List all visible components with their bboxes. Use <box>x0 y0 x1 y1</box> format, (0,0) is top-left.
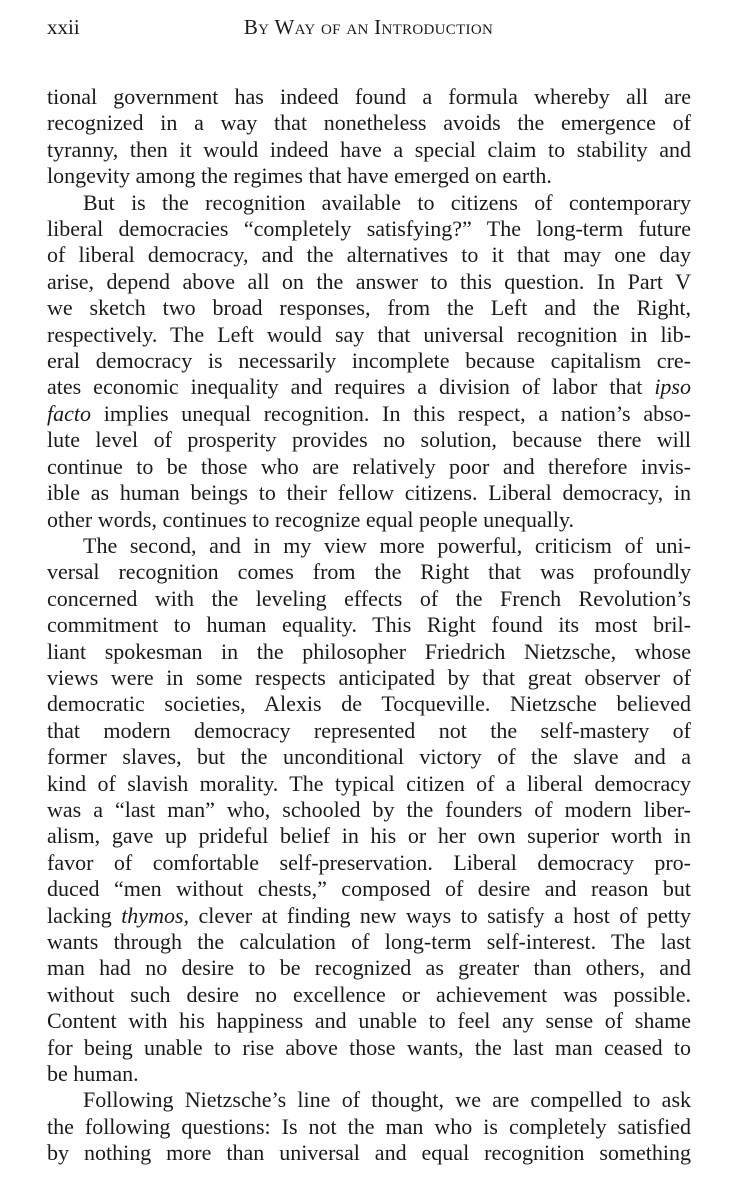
text-line: tyranny, then it would indeed have a special claim to stability and <box>47 136 691 162</box>
text-fragment: ates economic inequality and requires a division of labor that <box>47 374 655 400</box>
page-number: xxii <box>47 15 80 39</box>
text-line: that modern democracy represented not the self-mastery of <box>47 717 691 743</box>
text-fragment: lacking <box>47 902 122 928</box>
text-line: of liberal democracy, and the alternatives to it that may one day <box>47 242 691 268</box>
text-line-with-italic <box>47 401 691 427</box>
italic-term: facto <box>47 400 91 426</box>
text-line: commitment to human equality. This Right found its most bril- <box>47 612 691 638</box>
text-line-with-italic <box>47 903 691 929</box>
text-line: former slaves, but the unconditional victory of the slave and a <box>47 744 691 770</box>
text-line: versal recognition comes from the Right that was profoundly <box>47 559 691 585</box>
text-line: tional government has indeed found a formula whereby all are <box>47 84 691 109</box>
text-line: eral democracy is necessarily incomplete because capitalism cre- <box>47 348 691 374</box>
text-line: by nothing more than universal and equal recognition something <box>47 1140 691 1166</box>
text-line-with-italic <box>47 374 691 400</box>
text-line: Content with his happiness and unable to feel any sense of shame <box>47 1008 691 1034</box>
text-line: for being unable to rise above those wants, the last man ceased to <box>47 1034 691 1060</box>
text-line: other words, continues to recognize equal people unequally. <box>47 506 575 532</box>
text-line: views were in some respects anticipated by that great observer of <box>47 664 691 690</box>
text-line: concerned with the leveling effects of the French Revolution’s <box>47 585 691 611</box>
text-line: we sketch two broad responses, from the Left and the Right, <box>47 295 691 321</box>
text-line: continue to be those who are relatively poor and therefore invis- <box>47 453 691 479</box>
running-title: By Way of an Introduction <box>243 15 494 39</box>
text-line: ible as human beings to their fellow citizens. Liberal democracy, in <box>47 480 691 506</box>
paragraph-3 <box>47 533 691 1088</box>
text-line: kind of slavish morality. The typical citizen of a liberal democracy <box>47 770 691 796</box>
text-line: arise, depend above all on the answer to this question. In Part V <box>47 268 691 294</box>
paragraph-2 <box>47 190 691 533</box>
text-line: man had no desire to be recognized as greater than others, and <box>47 955 691 981</box>
body-text <box>47 84 691 1167</box>
italic-term: thymos, <box>121 902 190 928</box>
text-line: Following Nietzsche’s line of thought, we are compelled to ask <box>83 1087 691 1113</box>
text-line: respectively. The Left would say that universal recognition in lib- <box>47 321 691 347</box>
text-line: But is the recognition available to citizens of contemporary <box>83 189 691 215</box>
text-line: without such desire no excellence or achievement was possible. <box>47 981 691 1007</box>
running-head <box>47 12 690 42</box>
text-line: alism, gave up prideful belief in his or her own superior worth in <box>47 823 691 849</box>
text-line: the following questions: Is not the man who is completely satisfied <box>47 1113 691 1139</box>
text-line: The second, and in my view more powerful, criticism of uni- <box>83 532 691 558</box>
text-line: be human. <box>47 1061 139 1087</box>
text-line: liberal democracies “completely satisfying?” The long-term future <box>47 216 691 242</box>
text-line: favor of comfortable self-preservation. Liberal democracy pro- <box>47 849 691 875</box>
text-line: was a “last man” who, schooled by the founders of modern liber- <box>47 796 691 822</box>
paragraph-4 <box>47 1087 691 1166</box>
text-line: liant spokesman in the philosopher Friedrich Nietzsche, whose <box>47 638 691 664</box>
italic-term: ipso <box>654 374 691 400</box>
text-line: recognized in a way that nonetheless avoids the emergence of <box>47 110 691 136</box>
text-line: longevity among the regimes that have emerged on earth. <box>47 163 552 189</box>
text-line: duced “men without chests,” composed of desire and reason but <box>47 876 691 902</box>
paragraph-1 <box>47 84 691 190</box>
text-line: wants through the calculation of long-term self-interest. The last <box>47 929 691 954</box>
text-fragment: implies unequal recognition. In this respect, a nation’s abso- <box>91 400 691 426</box>
text-line: lute level of prosperity provides no solution, because there will <box>47 427 691 453</box>
text-fragment: clever at finding new ways to satisfy a host of petty <box>189 902 691 928</box>
text-line: democratic societies, Alexis de Tocqueville. Nietzsche believed <box>47 691 691 717</box>
